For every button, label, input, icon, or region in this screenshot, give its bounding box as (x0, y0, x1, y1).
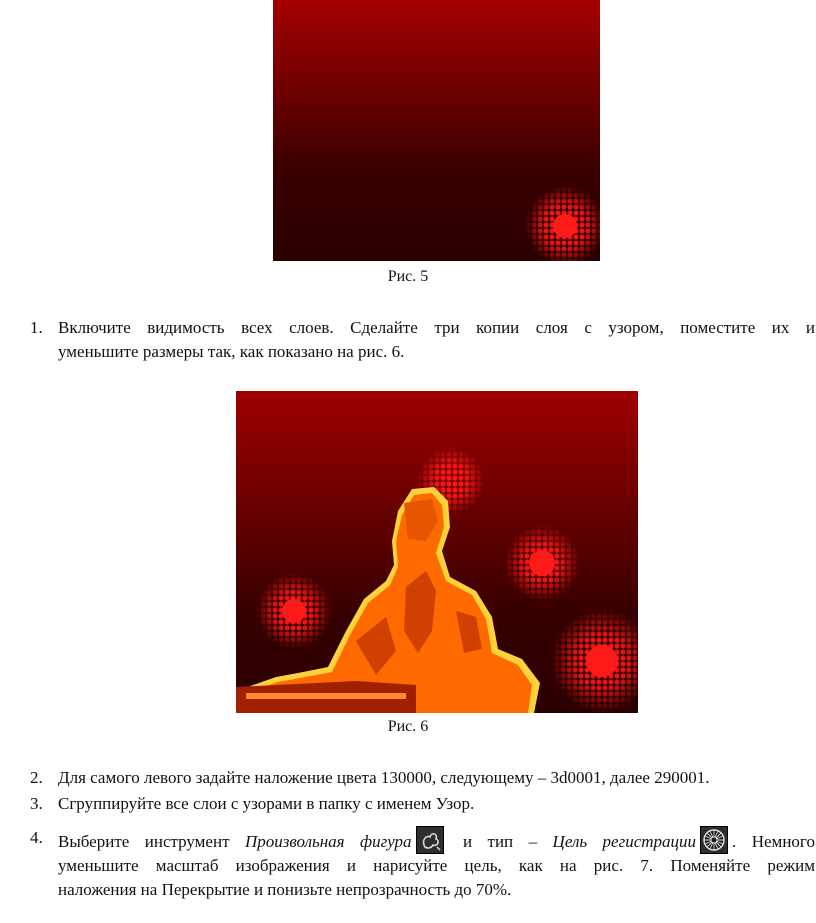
step-1-line-2: уменьшите размеры так, как показано на рис. 6. (58, 342, 405, 361)
step-1-line-1: Включите видимость всех слоев. Сделайте три копии слоя с узором, поместите их и (58, 318, 815, 337)
list-number: 1. (30, 318, 43, 337)
step-4-text-a: Выберите инструмент (58, 832, 245, 851)
list-item (30, 792, 816, 816)
list-number: 2. (30, 768, 43, 787)
figure-6-caption: Рис. 6 (387, 718, 429, 735)
figure-5-caption: Рис. 5 (387, 268, 429, 285)
step-2-text: Для самого левого задайте наложение цвета 130000, следующему – 3d0001, далее 290001. (58, 768, 710, 787)
step-3-text: Сгруппируйте все слои с узорами в папку с именем Узор. (58, 794, 475, 813)
dj-illustration (236, 391, 638, 713)
list-number: 4. (30, 828, 43, 847)
list-item (30, 766, 816, 790)
step-4-line-3: наложения на Перекрытие и понизьте непрозрачность до 70%. (58, 880, 512, 899)
step-4-text-b: и тип – (447, 832, 553, 851)
list-number: 3. (30, 794, 43, 813)
halftone-glow (273, 0, 600, 261)
shape-name: Цель регистрации (552, 832, 697, 851)
registration-target-icon (700, 826, 728, 854)
tool-name: Произвольная фигура (244, 832, 412, 851)
list-item (30, 826, 816, 902)
step-4-text-c: . Немного (732, 832, 815, 851)
step-4-line-2: уменьшите масштаб изображения и нарисуйте цель, как на рис. 7. Поменяйте режим (58, 856, 815, 875)
custom-shape-icon (416, 826, 444, 854)
figure-5-image (273, 0, 600, 261)
step-4-line-1 (58, 826, 815, 854)
list-item (30, 316, 816, 364)
figure-6-image (236, 391, 638, 713)
